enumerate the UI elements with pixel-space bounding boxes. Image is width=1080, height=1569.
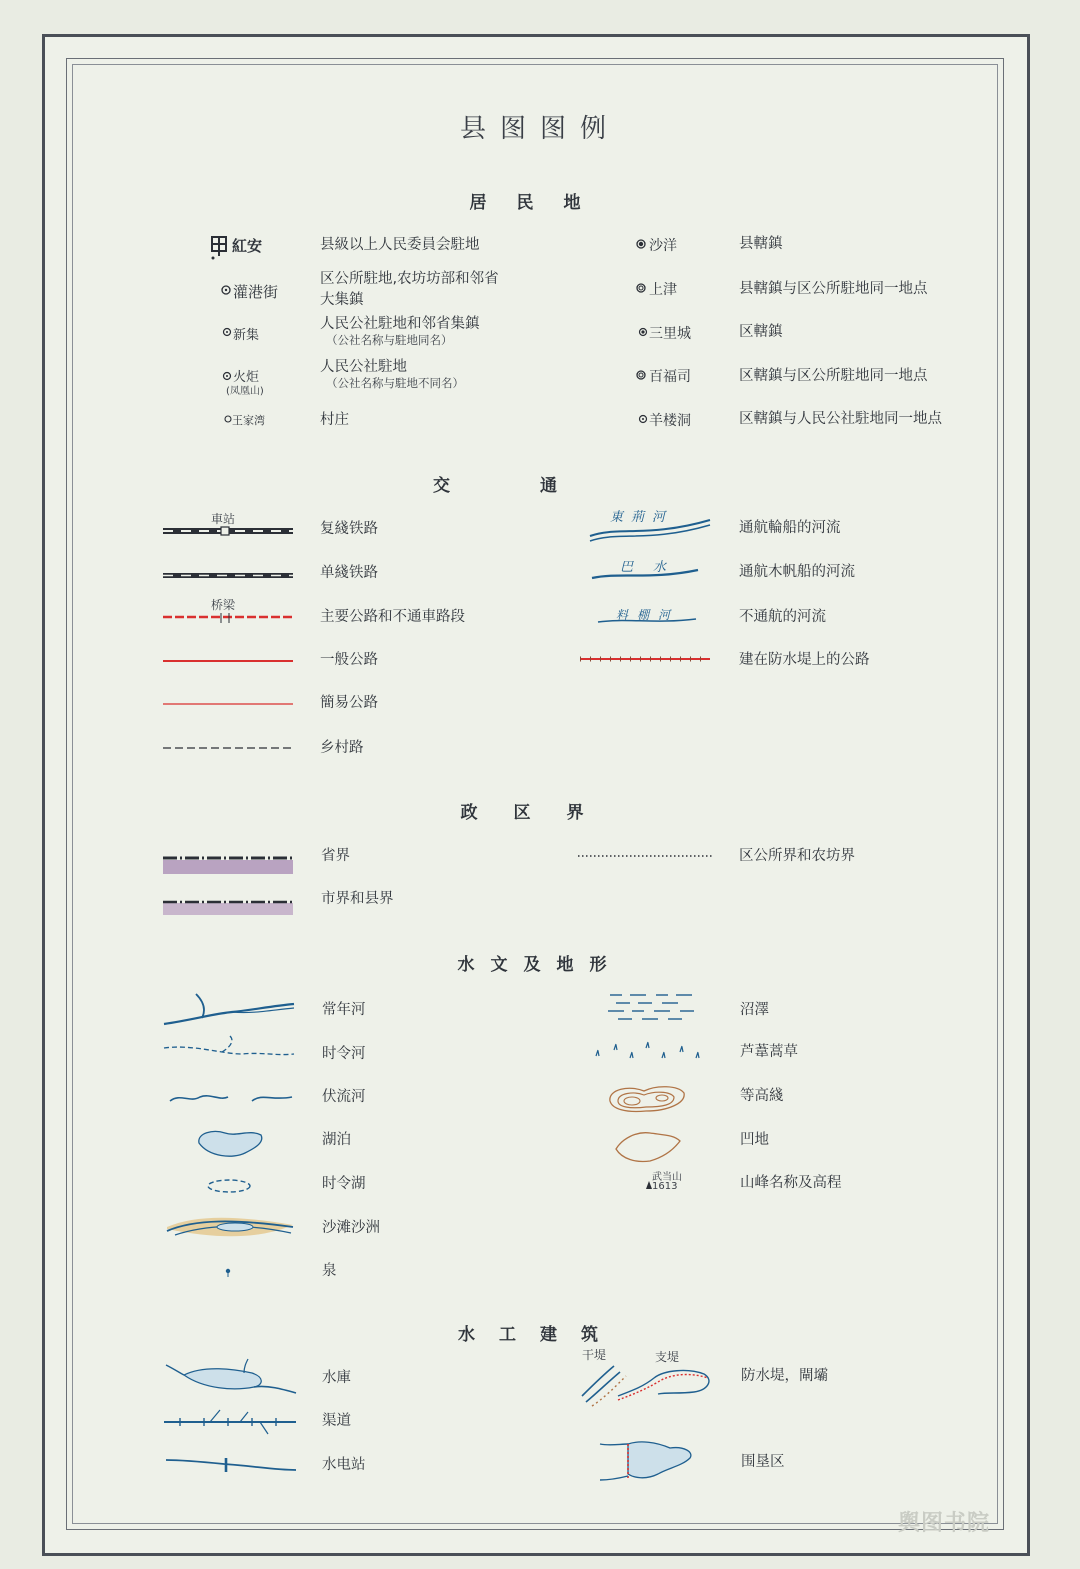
spring-icon xyxy=(225,1268,231,1278)
reservoir-icon xyxy=(164,1359,298,1395)
label-perennial-river: 常年河 xyxy=(322,1002,366,1018)
county-seat-icon xyxy=(208,234,232,262)
marsh-icon xyxy=(606,991,696,1027)
main-road-icon xyxy=(163,611,295,625)
symbol-commune-seat: 新集 xyxy=(233,328,260,343)
village-road-icon xyxy=(163,745,295,751)
peak-name: 武当山 xyxy=(652,1172,682,1183)
label-seasonal-river: 时令河 xyxy=(322,1046,366,1062)
label-county-town: 县轄鎮 xyxy=(739,236,783,252)
tag-liaopeng-river: 料棚河 xyxy=(616,608,680,622)
section-water-works: 水工建筑 xyxy=(458,1325,622,1345)
district-town-office-icon xyxy=(636,370,648,382)
dike-dam-icon xyxy=(578,1360,718,1410)
tag-station: 車站 xyxy=(211,512,236,526)
seasonal-lake-icon xyxy=(205,1177,255,1195)
legend-title: 县图图例 xyxy=(459,114,620,144)
label-village-road: 乡村路 xyxy=(320,740,364,756)
label-reclaimed-area: 围垦区 xyxy=(741,1454,785,1470)
label-double-railway: 复綫铁路 xyxy=(320,521,378,537)
label-contour: 等高綫 xyxy=(740,1088,784,1104)
section-transport: 交通 xyxy=(433,476,647,496)
label-depression: 凹地 xyxy=(740,1132,769,1148)
contour-line-icon xyxy=(606,1083,688,1115)
depression-icon xyxy=(612,1129,684,1165)
tag-bridge: 桥梁 xyxy=(211,598,236,612)
province-boundary-icon xyxy=(163,854,295,876)
label-district-town-commune: 区轄鎮与人民公社駐地同一地点 xyxy=(739,411,942,427)
label-province-boundary: 省界 xyxy=(321,848,350,864)
label-district-office: 区公所駐地,农坊坊部和邻省 xyxy=(320,271,499,287)
label-steam-navigable-river: 通航輪船的河流 xyxy=(739,520,841,536)
section-boundaries: 政区界 xyxy=(460,803,620,823)
label-commune-seat: 人民公社駐地和邻省集鎮 xyxy=(320,316,480,332)
label-county-seat: 县級以上人民委員会駐地 xyxy=(320,237,480,253)
symbol-county-town-district: 上津 xyxy=(649,282,677,298)
symbol-district-town-commune: 羊楼洞 xyxy=(649,413,691,429)
symbol-county-seat: 紅安 xyxy=(232,237,263,255)
simple-road-icon xyxy=(163,701,295,707)
label-sandbar: 沙滩沙洲 xyxy=(322,1220,380,1236)
section-settlements: 居民地 xyxy=(469,193,611,213)
ordinary-road-icon xyxy=(163,658,295,664)
label-marsh: 沼澤 xyxy=(740,1002,769,1018)
symbol-district-town: 三里城 xyxy=(649,326,691,342)
symbol-village: 王家湾 xyxy=(232,414,265,427)
label-main-road: 主要公路和不通車路段 xyxy=(320,609,465,625)
dike-road-icon xyxy=(580,654,714,664)
label-underground-river: 伏流河 xyxy=(322,1089,366,1105)
reclaimed-area-icon xyxy=(598,1438,698,1484)
label-ordinary-road: 一般公路 xyxy=(320,652,378,668)
label-county-town-district: 县轄鎮与区公所駐地同一地点 xyxy=(739,281,928,297)
symbol-commune-seat-diff: 火炬 xyxy=(233,370,260,385)
label-hydropower: 水电站 xyxy=(322,1457,366,1473)
canal-icon xyxy=(164,1408,298,1438)
watermark-text: 舆图书院 xyxy=(898,1511,991,1536)
non-navigable-river-icon xyxy=(596,616,700,626)
label-canal: 渠道 xyxy=(322,1413,351,1429)
tag-main-dike: 干堤 xyxy=(582,1348,607,1362)
hydropower-station-icon xyxy=(164,1454,298,1476)
label-commune-seat-diff: 人民公社駐地 xyxy=(320,359,407,375)
county-town-district-icon xyxy=(636,283,648,295)
section-hydrography: 水文及地形 xyxy=(457,955,623,975)
label-single-railway: 单綫铁路 xyxy=(320,565,378,581)
underground-river-icon xyxy=(168,1089,296,1107)
label-sail-navigable-river: 通航木帆船的河流 xyxy=(739,564,855,580)
note-commune-seat-diff: （公社名称与駐地不同名） xyxy=(326,376,464,390)
single-railway-icon xyxy=(163,571,295,581)
symbol-district-town-office: 百福司 xyxy=(649,369,691,385)
label-dike-road: 建在防水堤上的公路 xyxy=(739,652,870,668)
label-district-town-office: 区轄鎮与区公所駐地同一地点 xyxy=(739,368,928,384)
reeds-icon xyxy=(592,1040,708,1064)
district-office-icon xyxy=(220,284,232,296)
label-village: 村庄 xyxy=(320,412,349,428)
symbol-district-office: 灌港街 xyxy=(233,283,279,301)
label-dike-dam: 防水堤，閘壩 xyxy=(741,1368,828,1384)
label-district-office-2: 大集鎮 xyxy=(320,292,364,308)
symbol-county-town: 沙洋 xyxy=(649,238,677,254)
sail-navigable-river-icon xyxy=(590,566,702,582)
label-reservoir: 水庫 xyxy=(322,1370,351,1386)
label-lake: 湖泊 xyxy=(322,1132,351,1148)
label-reeds: 芦葦蒿草 xyxy=(740,1044,798,1060)
county-town-icon xyxy=(636,239,648,251)
district-boundary-icon xyxy=(578,853,714,859)
symbol-commune-name: (凤凰山) xyxy=(226,386,264,397)
tag-dongjing-river: 東荊河 xyxy=(610,510,674,525)
label-non-navigable-river: 不通航的河流 xyxy=(739,609,826,625)
double-railway-icon xyxy=(163,526,295,538)
tag-branch-dike: 支堤 xyxy=(655,1350,680,1364)
city-county-boundary-icon xyxy=(163,898,295,918)
label-district-town: 区轄鎮 xyxy=(739,324,783,340)
tag-ba-river: 巴水 xyxy=(620,560,687,575)
label-peak: 山峰名称及高程 xyxy=(740,1175,842,1191)
label-city-county-boundary: 市界和县界 xyxy=(321,891,394,907)
label-district-boundary: 区公所界和农坊界 xyxy=(739,848,855,864)
label-spring: 泉 xyxy=(322,1263,337,1279)
note-commune-seat: （公社名称与駐地同名） xyxy=(326,333,453,347)
label-simple-road: 簡易公路 xyxy=(320,695,378,711)
perennial-river-icon xyxy=(162,992,298,1028)
sandbar-icon xyxy=(165,1213,297,1243)
peak-height: 1613 xyxy=(652,1181,678,1192)
lake-icon xyxy=(193,1127,267,1161)
seasonal-river-icon xyxy=(162,1034,298,1062)
label-seasonal-lake: 时令湖 xyxy=(322,1176,366,1192)
steam-navigable-river-icon xyxy=(588,512,713,544)
